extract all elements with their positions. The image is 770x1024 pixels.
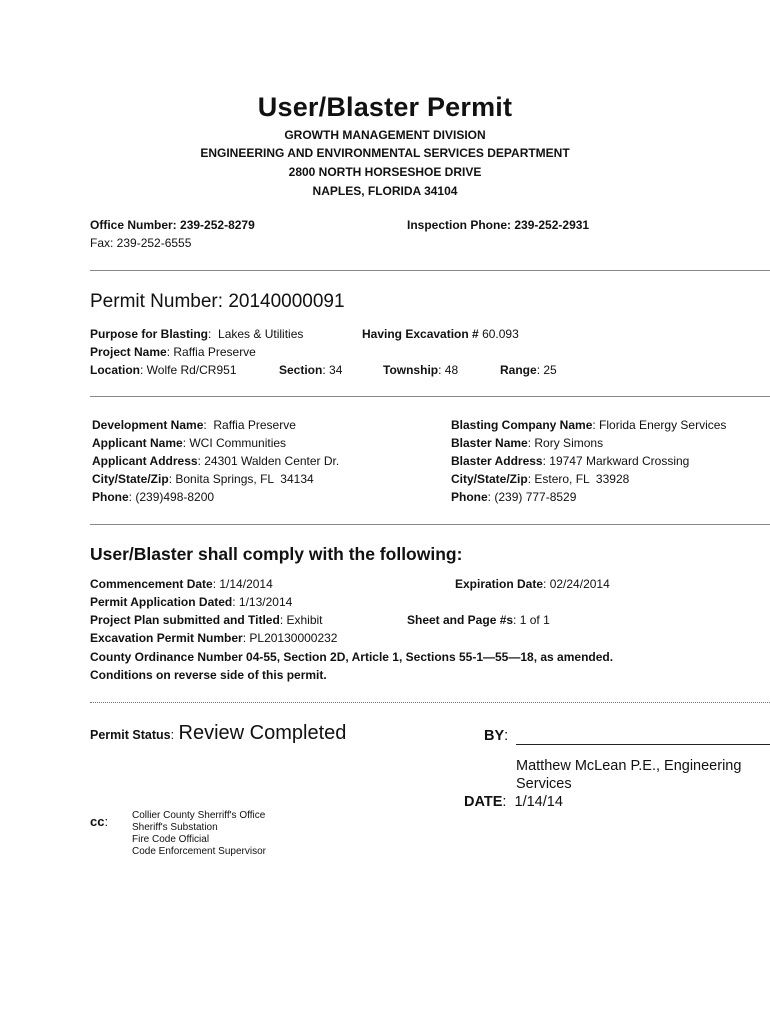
permit-number bbox=[90, 291, 345, 313]
street-address: 2800 NORTH HORSESHOE DRIVE bbox=[288, 165, 482, 179]
department-name: ENGINEERING AND ENVIRONMENTAL SERVICES DEPARTMENT bbox=[200, 146, 570, 160]
project-name: Project Name: Raffia Preserve bbox=[90, 345, 256, 359]
having-excavation: Having Excavation # 60.093 bbox=[362, 327, 519, 341]
range: Range: 25 bbox=[500, 363, 557, 377]
permit-status: Permit Status: Review Completed bbox=[90, 722, 347, 744]
applicant-name: Applicant Name: WCI Communities bbox=[92, 436, 287, 450]
cc-item: Collier County Sherriff's Office bbox=[132, 810, 266, 821]
by-label: BY: bbox=[484, 728, 509, 744]
expiration-date: Expiration Date: 02/24/2014 bbox=[455, 577, 610, 591]
city-address: NAPLES, FLORIDA 34104 bbox=[312, 184, 458, 198]
office-number bbox=[90, 218, 255, 232]
signer-name: Matthew McLean P.E., Engineering bbox=[516, 758, 742, 774]
cc-label: cc: bbox=[90, 814, 109, 829]
permit-status-value: Review Completed bbox=[178, 722, 347, 744]
section: Section: 34 bbox=[279, 363, 343, 377]
cc-list bbox=[132, 810, 266, 858]
project-plan: Project Plan submitted and Titled: Exhibit bbox=[90, 613, 323, 627]
blaster-city-state-zip: City/State/Zip: Estero, FL 33928 bbox=[451, 472, 630, 486]
date-field: DATE: 1/14/14 bbox=[464, 794, 563, 810]
divider bbox=[90, 270, 770, 271]
cc-item: Code Enforcement Supervisor bbox=[132, 846, 266, 857]
inspection-value: 239-252-2931 bbox=[514, 218, 590, 232]
cc-item: Fire Code Official bbox=[132, 834, 210, 845]
inspection-phone bbox=[407, 218, 589, 232]
divider bbox=[90, 524, 770, 525]
blaster-phone: Phone: (239) 777-8529 bbox=[451, 490, 577, 504]
office-label: Office Number: bbox=[90, 218, 177, 232]
blaster-address: Blaster Address: 19747 Markward Crossing bbox=[451, 454, 690, 468]
applicant-phone: Phone: (239)498-8200 bbox=[92, 490, 215, 504]
permit-number-value: 20140000091 bbox=[228, 291, 345, 312]
development-name: Development Name: Raffia Preserve bbox=[92, 418, 296, 432]
sheet-and-page: Sheet and Page #s: 1 of 1 bbox=[407, 613, 550, 627]
township: Township: 48 bbox=[383, 363, 459, 377]
applicant-address: Applicant Address: 24301 Walden Center Dr. bbox=[92, 454, 340, 468]
cc-item: Sheriff's Substation bbox=[132, 822, 218, 833]
location: Location: Wolfe Rd/CR951 bbox=[90, 363, 237, 377]
permit-application-dated: Permit Application Dated: 1/13/2014 bbox=[90, 595, 293, 609]
compliance-heading: User/Blaster shall comply with the following: bbox=[90, 544, 463, 564]
divider bbox=[90, 396, 770, 397]
office-value: 239-252-8279 bbox=[180, 218, 255, 232]
division-name: GROWTH MANAGEMENT DIVISION bbox=[284, 128, 486, 142]
county-ordinance: County Ordinance Number 04-55, Section 2D, Article 1, Sections 55-1—55—18, as amended. bbox=[90, 650, 614, 664]
conditions-note: Conditions on reverse side of this permit. bbox=[90, 668, 327, 682]
blaster-name: Blaster Name: Rory Simons bbox=[451, 436, 604, 450]
permit-title: User/Blaster Permit bbox=[257, 92, 513, 122]
permit-number-label: Permit Number: bbox=[90, 291, 224, 312]
blasting-company-name: Blasting Company Name: Florida Energy Services bbox=[451, 418, 727, 432]
fax-number: Fax: 239-252-6555 bbox=[90, 236, 192, 250]
commencement-date: Commencement Date: 1/14/2014 bbox=[90, 577, 273, 591]
divider bbox=[90, 702, 770, 703]
excavation-permit-number: Excavation Permit Number: PL20130000232 bbox=[90, 631, 338, 645]
applicant-city-state-zip: City/State/Zip: Bonita Springs, FL 34134 bbox=[92, 472, 314, 486]
signature-line bbox=[516, 744, 770, 745]
purpose-for-blasting: Purpose for Blasting: Lakes & Utilities bbox=[90, 327, 304, 341]
signer-department: Services bbox=[516, 776, 572, 792]
inspection-label: Inspection Phone: bbox=[407, 218, 512, 232]
